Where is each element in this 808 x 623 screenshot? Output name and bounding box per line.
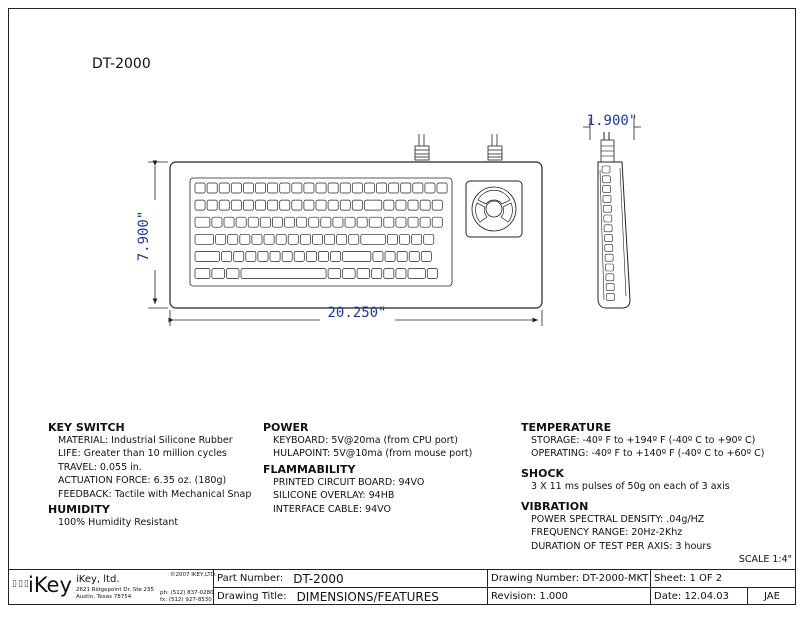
cable-connector-right: [488, 134, 502, 160]
drawing-title-label: Drawing Title:: [217, 591, 287, 602]
keycap: [316, 200, 326, 210]
keycap: [408, 217, 418, 227]
keycap: [408, 200, 418, 210]
keycap: [207, 183, 217, 193]
keycap: [318, 251, 328, 261]
title-block: [8, 569, 796, 606]
keycap: [364, 183, 374, 193]
spec-line: KEYBOARD: 5V@20ma (from CPU port): [273, 435, 458, 446]
keycap: [304, 200, 314, 210]
spec-power: [263, 421, 472, 461]
company-cell: [8, 570, 217, 605]
keycap: [300, 234, 310, 244]
drawing-title-cell: [214, 588, 488, 605]
keycap: [292, 183, 302, 193]
keycap: [425, 183, 435, 193]
keycap: [408, 269, 425, 279]
drawing-title: DT-2000: [92, 56, 151, 72]
sheet: Sheet: 1 OF 2: [654, 573, 723, 584]
keycap: [369, 217, 382, 227]
keycap: [268, 200, 278, 210]
keycap: [357, 217, 367, 227]
keycap: [264, 234, 274, 244]
keycap: [364, 200, 381, 210]
date: Date: 12.04.03: [654, 591, 729, 602]
keycap: [292, 200, 302, 210]
spec-heading: TEMPERATURE: [521, 421, 612, 434]
side-keycap: [605, 244, 613, 251]
side-keycap: [603, 195, 611, 202]
keycap: [385, 251, 395, 261]
company-address-2: Austin, Texas 78754: [76, 594, 132, 600]
keycap: [352, 200, 362, 210]
side-keycap: [606, 264, 614, 271]
keycap: [312, 234, 322, 244]
keycap: [373, 251, 383, 261]
side-keycap: [603, 186, 611, 193]
keycap: [304, 183, 314, 193]
keycap: [401, 183, 411, 193]
keycap: [413, 183, 423, 193]
drawing-number-cell: [488, 570, 651, 587]
revision-cell: [488, 588, 651, 605]
side-keycap: [602, 166, 610, 173]
keycap: [321, 217, 331, 227]
keycap: [227, 269, 240, 279]
keycap: [288, 234, 298, 244]
keycap: [297, 217, 307, 227]
keycap: [349, 234, 359, 244]
scale-label: SCALE 1:4": [738, 554, 792, 565]
keycap: [270, 251, 280, 261]
company-fax: fx: (512) 927-8530: [160, 597, 212, 603]
spec-line: POWER SPECTRAL DENSITY: .04g/HZ: [531, 514, 705, 525]
spec-line: ACTUATION FORCE: 6.35 oz. (180g): [58, 475, 227, 487]
keycap: [282, 251, 292, 261]
keycap: [345, 217, 355, 227]
date-cell: [651, 588, 748, 605]
keycap: [343, 251, 371, 261]
keycap: [409, 251, 419, 261]
keycap: [219, 183, 229, 193]
keycap: [252, 234, 262, 244]
side-keycap: [606, 274, 614, 281]
width-dimension-label: 20.250": [327, 305, 387, 321]
keycap: [420, 217, 430, 227]
keycap: [325, 234, 335, 244]
keycap: [224, 217, 234, 227]
company-name: iKey, ltd.: [76, 574, 120, 585]
keycap: [195, 200, 205, 210]
spec-heading: KEY SWITCH: [48, 421, 125, 434]
keycap: [331, 251, 341, 261]
keycap: [384, 269, 394, 279]
keycap: [243, 200, 253, 210]
part-number-label: Part Number:: [217, 573, 284, 584]
keycap: [340, 183, 350, 193]
keycap: [212, 269, 225, 279]
spec-line: HULAPOINT: 5V@10ma (from mouse port): [273, 448, 473, 460]
spec-line: STORAGE: -40º F to +194º F (-40º C to +90º C): [531, 435, 756, 446]
side-keycap: [607, 293, 615, 300]
spec-key-switch: [48, 421, 251, 501]
keycap: [207, 200, 217, 210]
spec-line: PRINTED CIRCUIT BOARD: 94VO: [273, 477, 425, 488]
spec-temperature: [521, 421, 764, 461]
keycap: [387, 234, 397, 244]
copyright: ©2007 IKEY,LTD.: [170, 572, 217, 578]
keycap: [328, 200, 338, 210]
spec-shock: [521, 467, 730, 493]
spec-heading: SHOCK: [521, 467, 565, 480]
keycap: [328, 183, 338, 193]
hulapoint-ball: [486, 201, 502, 217]
spec-line: FEEDBACK: Tactile with Mechanical Snap: [58, 488, 252, 500]
keycap: [384, 200, 394, 210]
drawing-number: Drawing Number: DT-2000-MKT: [491, 573, 649, 584]
keycap: [328, 269, 341, 279]
keycap: [280, 183, 290, 193]
keycap: [397, 251, 407, 261]
keycap: [361, 234, 386, 244]
keycap: [400, 234, 410, 244]
spec-vibration: [521, 500, 711, 553]
company-phone: ph: (512) 837-0280: [160, 590, 214, 596]
keycap: [420, 200, 430, 210]
keycap: [260, 217, 270, 227]
side-keycap: [605, 235, 613, 242]
keycap: [357, 269, 370, 279]
keycap: [424, 234, 434, 244]
spec-flammability: [263, 463, 424, 516]
keycap: [195, 269, 210, 279]
keycap: [285, 217, 295, 227]
keycap: [377, 183, 387, 193]
initials-cell: [748, 588, 796, 605]
keycap: [272, 217, 282, 227]
spec-line: TRAVEL: 0.055 in.: [58, 461, 142, 473]
spec-line: 100% Humidity Resistant: [58, 517, 179, 528]
keycap: [396, 200, 406, 210]
keycap: [236, 217, 246, 227]
keycap: [427, 269, 437, 279]
keycap: [258, 251, 268, 261]
keycap: [316, 183, 326, 193]
keycap: [343, 269, 356, 279]
spec-heading: FLAMMABILITY: [263, 463, 356, 476]
side-keycap: [605, 254, 613, 261]
keycap: [256, 200, 266, 210]
keycap: [396, 269, 406, 279]
keycap: [306, 251, 316, 261]
keycap: [333, 217, 343, 227]
keycap: [372, 269, 382, 279]
keycap: [432, 200, 442, 210]
depth-dimension-label: 1.900": [586, 113, 638, 129]
keycap: [437, 183, 447, 193]
keycap: [246, 251, 256, 261]
keycap: [195, 234, 214, 244]
keycap: [268, 183, 278, 193]
keycap: [432, 217, 442, 227]
spec-line: 3 X 11 ms pulses of 50g on each of 3 axis: [531, 481, 730, 492]
sheet-cell: [651, 570, 796, 587]
keycap: [248, 217, 258, 227]
drawing-title-value: DIMENSIONS/FEATURES: [296, 589, 439, 604]
keycap: [222, 251, 232, 261]
keycap: [231, 183, 241, 193]
keycap: [231, 200, 241, 210]
spec-heading: HUMIDITY: [48, 503, 110, 516]
spec-line: SILICONE OVERLAY: 94HB: [273, 490, 395, 502]
keycap: [212, 217, 222, 227]
keycap: [384, 217, 394, 227]
height-dimension-label: 7.900": [136, 210, 152, 262]
side-keycap: [604, 225, 612, 232]
spec-line: MATERIAL: Industrial Silicone Rubber: [58, 435, 233, 446]
spec-heading: POWER: [263, 421, 309, 434]
ikey-logo: iKey: [28, 573, 72, 597]
initials: JAE: [764, 591, 780, 602]
keycap: [352, 183, 362, 193]
keycap: [241, 269, 326, 279]
part-number-value: DT-2000: [293, 571, 344, 586]
side-keycap: [603, 205, 611, 212]
keycap: [421, 251, 431, 261]
spec-line: INTERFACE CABLE: 94VO: [273, 503, 391, 515]
keycap: [195, 217, 210, 227]
cable-connector-left: [415, 134, 429, 160]
keycap: [216, 234, 226, 244]
side-keycap: [602, 176, 610, 183]
side-keycap: [604, 215, 612, 222]
company-address-1: 2621 Ridgepoint Dr. Ste 235: [76, 587, 155, 593]
barcode-icon: ▯▯▯: [12, 579, 30, 589]
spec-line: DURATION OF TEST PER AXIS: 3 hours: [531, 540, 712, 552]
keycap: [243, 183, 253, 193]
spec-heading: VIBRATION: [521, 500, 589, 513]
keycap: [240, 234, 250, 244]
keycap: [195, 183, 205, 193]
keycap: [228, 234, 238, 244]
keycap: [340, 200, 350, 210]
keycap: [412, 234, 422, 244]
keycap: [309, 217, 319, 227]
spec-line: LIFE: Greater than 10 million cycles: [58, 448, 227, 460]
spec-humidity: [48, 503, 178, 529]
spec-line: OPERATING: -40º F to +140º F (-40º C to +60º C): [531, 448, 765, 460]
spec-line: FREQUENCY RANGE: 20Hz-2Khz: [531, 527, 683, 539]
keycap: [256, 183, 266, 193]
part-number-cell: [214, 570, 488, 587]
keycap: [396, 217, 406, 227]
side-keycap: [606, 284, 614, 291]
keycap: [337, 234, 347, 244]
keyboard-side-profile: [598, 132, 630, 308]
revision: Revision: 1.000: [491, 591, 568, 602]
keycap: [276, 234, 286, 244]
keycap: [219, 200, 229, 210]
keycap: [195, 251, 220, 261]
keycap: [389, 183, 399, 193]
keycap: [280, 200, 290, 210]
keycap: [294, 251, 304, 261]
keycap: [234, 251, 244, 261]
